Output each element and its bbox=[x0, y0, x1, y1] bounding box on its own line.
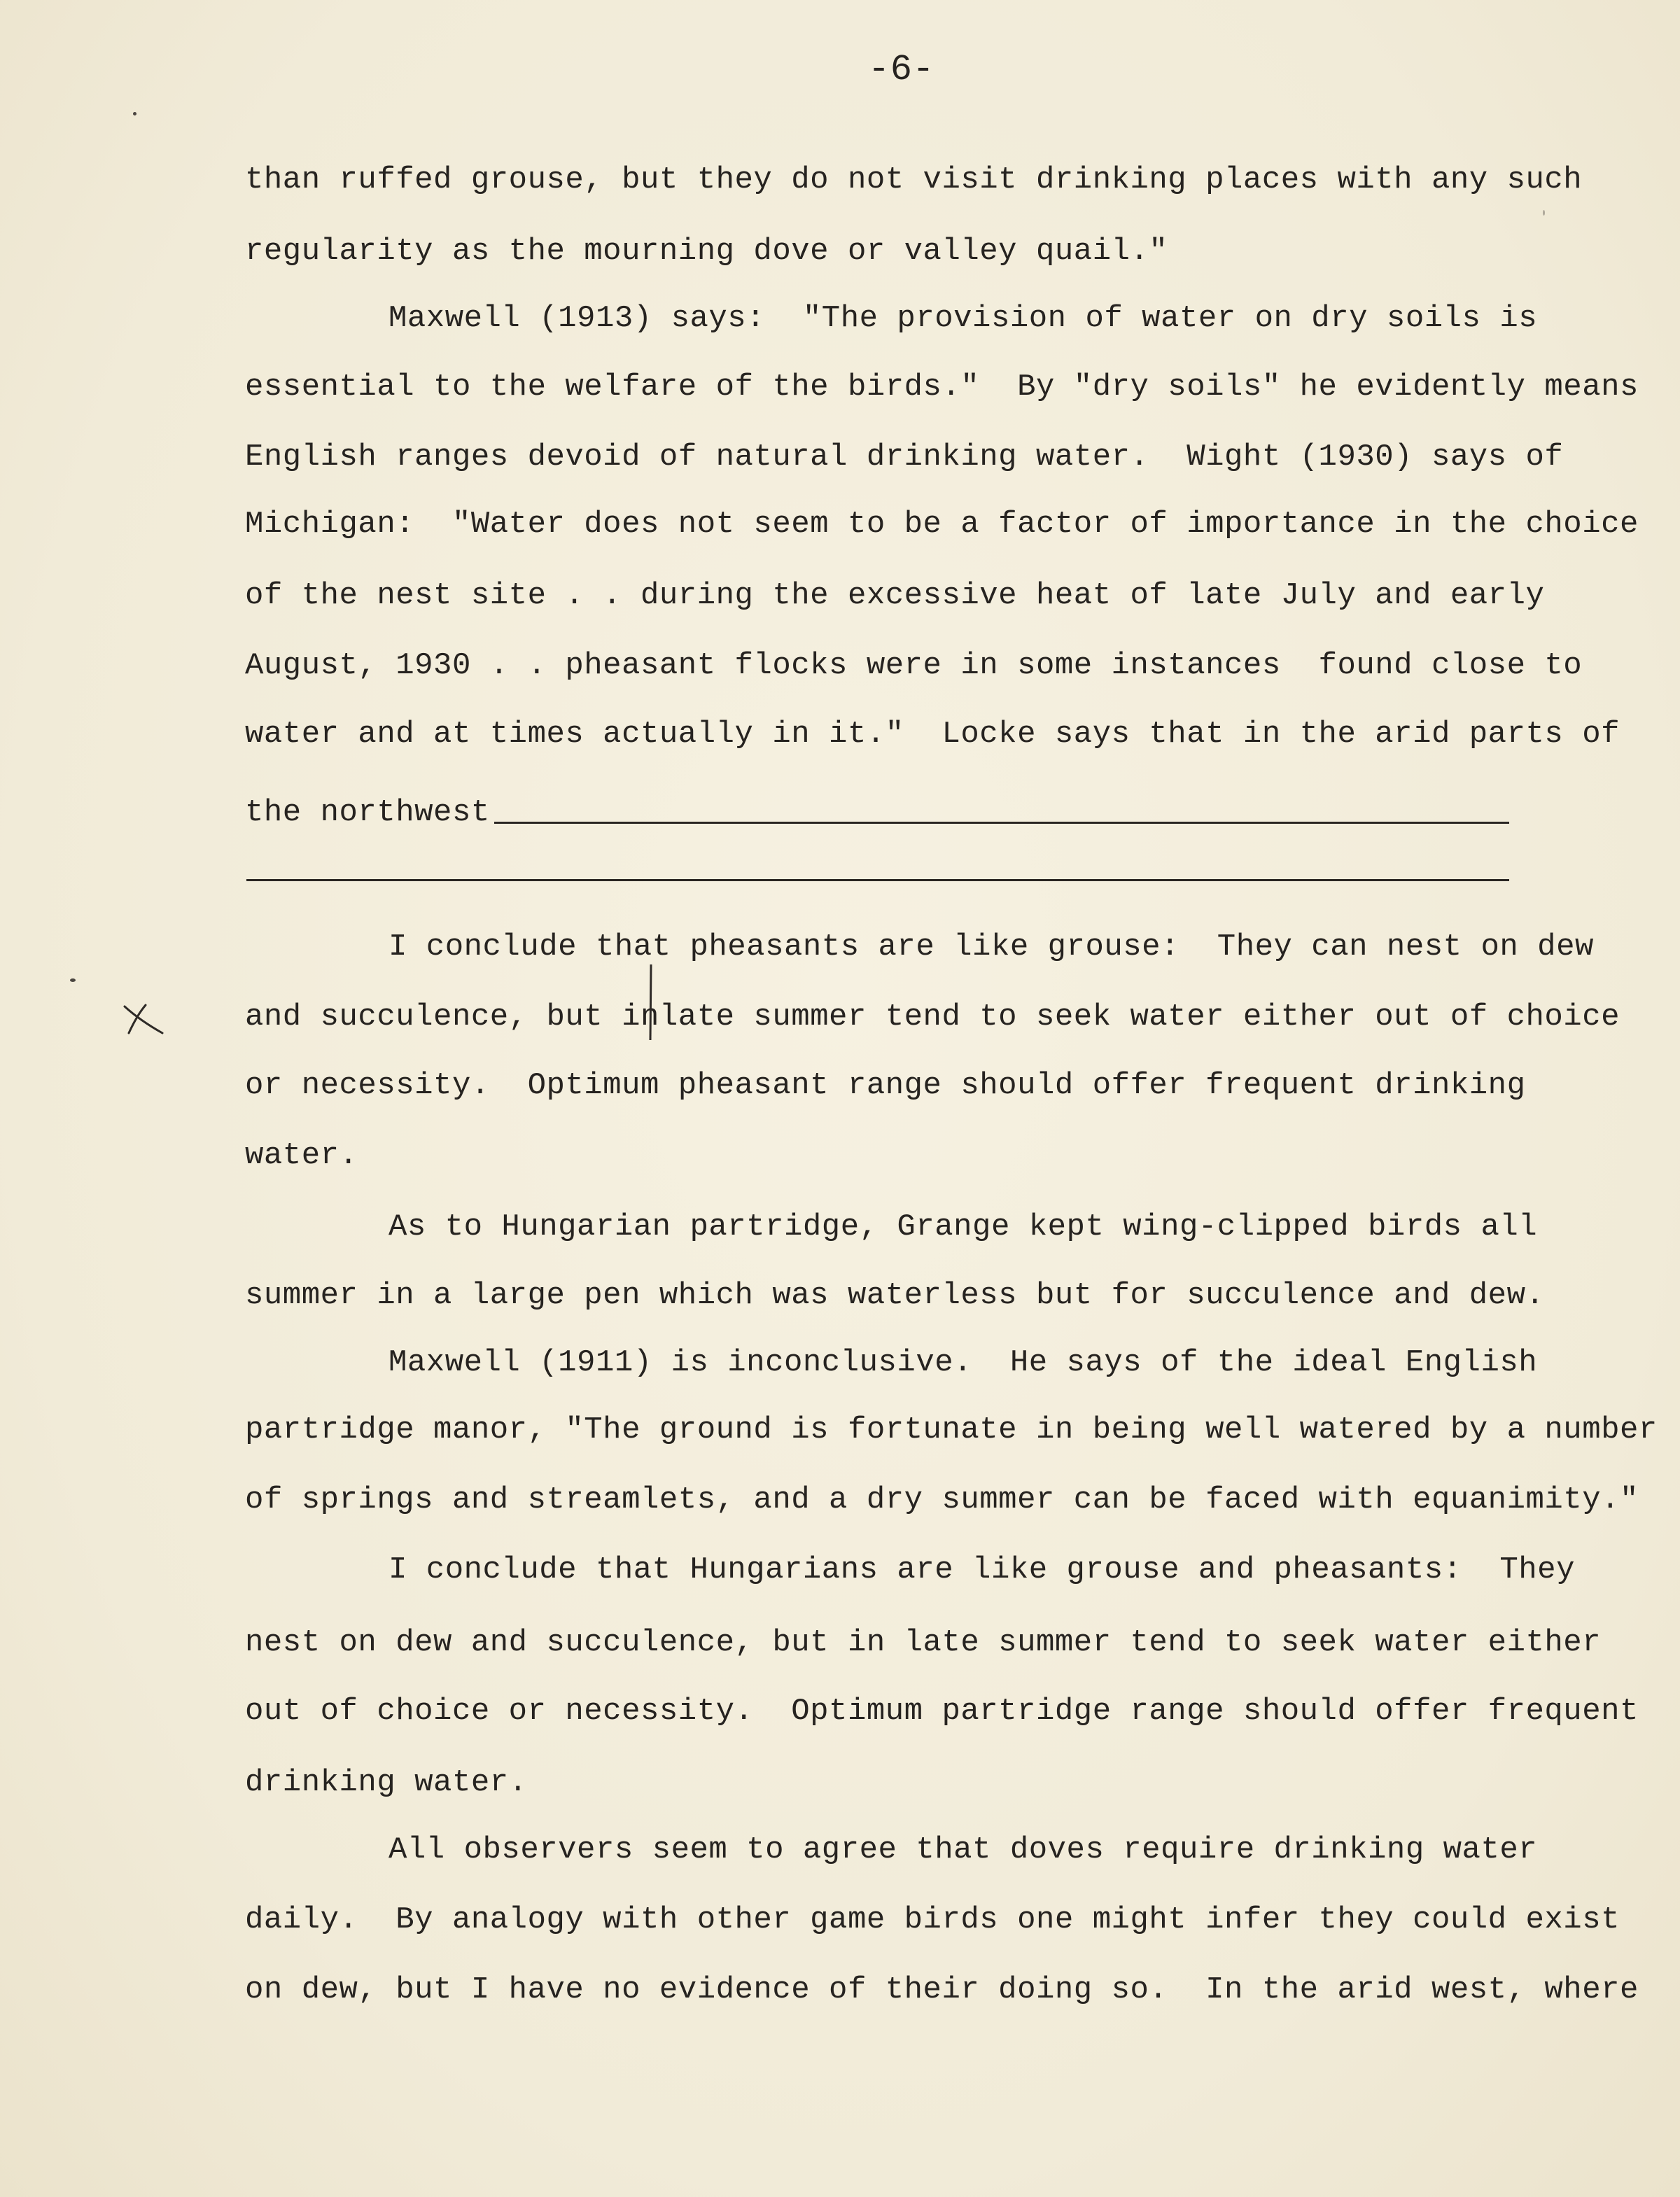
text-line-9: water and at times actually in it." Locke says that in the arid parts of bbox=[245, 717, 1620, 752]
text-line-14: water. bbox=[245, 1138, 358, 1173]
text-line-1: than ruffed grouse, but they do not visit drinking places with any such bbox=[245, 162, 1583, 197]
handwritten-insertion-mark bbox=[649, 964, 652, 1040]
text-line-24: All observers seem to agree that doves require drinking water bbox=[388, 1832, 1538, 1867]
page-number: -6- bbox=[868, 49, 935, 90]
text-line-5: English ranges devoid of natural drinking water. Wight (1930) says of bbox=[245, 440, 1564, 475]
text-line-3: Maxwell (1913) says: "The provision of water on dry soils is bbox=[388, 301, 1538, 336]
text-line-22: out of choice or necessity. Optimum partridge range should offer frequent bbox=[245, 1694, 1639, 1729]
text-line-12: and succulence, but inlate summer tend to seek water either out of choice bbox=[245, 999, 1620, 1034]
text-line-4: essential to the welfare of the birds." By "dry soils" he evidently means bbox=[245, 370, 1639, 405]
text-line-8: August, 1930 . . pheasant flocks were in some instances found close to bbox=[245, 648, 1583, 683]
text-line-19: of springs and streamlets, and a dry summer can be faced with equanimity." bbox=[245, 1482, 1639, 1517]
text-line-18: partridge manor, "The ground is fortunate in being well watered by a number bbox=[245, 1412, 1658, 1447]
text-line-16: summer in a large pen which was waterless but for succulence and dew. bbox=[245, 1278, 1545, 1313]
text-line-10: the northwest bbox=[245, 795, 490, 830]
text-line-21: nest on dew and succulence, but in late summer tend to seek water either bbox=[245, 1625, 1602, 1660]
text-line-7: of the nest site . . during the excessive heat of late July and early bbox=[245, 578, 1545, 613]
text-line-26: on dew, but I have no evidence of their doing so. In the arid west, where bbox=[245, 1972, 1639, 2007]
text-line-15: As to Hungarian partridge, Grange kept wing-clipped birds all bbox=[388, 1209, 1538, 1244]
handwritten-x-margin-mark bbox=[119, 1002, 168, 1037]
text-line-6: Michigan: "Water does not seem to be a factor of importance in the choice bbox=[245, 507, 1639, 542]
paper-speck bbox=[1543, 210, 1545, 216]
text-line-25: daily. By analogy with other game birds one might infer they could exist bbox=[245, 1902, 1620, 1937]
blank-fill-rule-1 bbox=[494, 822, 1509, 824]
text-line-20: I conclude that Hungarians are like grouse and pheasants: They bbox=[388, 1552, 1575, 1587]
text-line-23: drinking water. bbox=[245, 1765, 528, 1800]
paper-speck bbox=[70, 978, 76, 982]
text-line-2: regularity as the mourning dove or valley quail." bbox=[245, 234, 1168, 269]
text-line-17: Maxwell (1911) is inconclusive. He says of the ideal English bbox=[388, 1345, 1538, 1380]
paper-speck bbox=[133, 112, 136, 115]
blank-fill-rule-2 bbox=[246, 879, 1509, 881]
text-line-13: or necessity. Optimum pheasant range should offer frequent drinking bbox=[245, 1068, 1526, 1103]
text-line-11: I conclude that pheasants are like grouse: They can nest on dew bbox=[388, 929, 1594, 964]
